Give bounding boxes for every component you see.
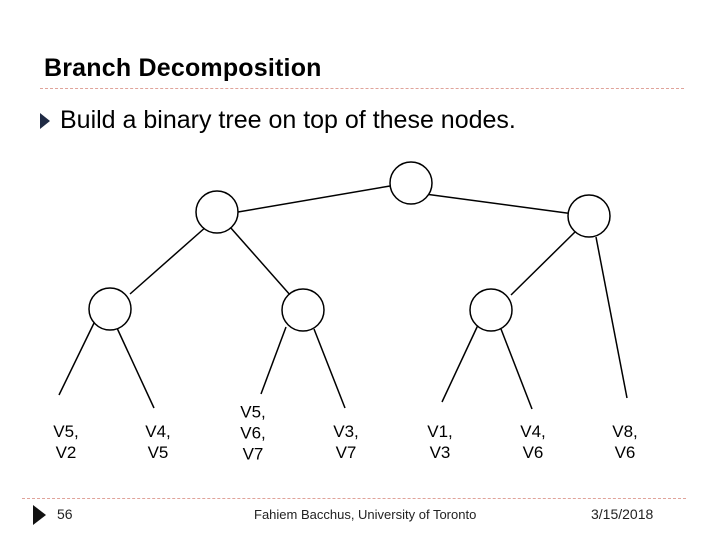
leaf-label: V2 bbox=[55, 442, 77, 462]
leaf-label: V7 bbox=[335, 442, 357, 462]
tree-edge bbox=[238, 186, 390, 212]
page-number: 56 bbox=[57, 506, 73, 522]
tree-edge bbox=[59, 321, 95, 395]
tree-internal-node bbox=[89, 288, 131, 330]
tree-leaf-node bbox=[145, 422, 171, 462]
tree-edge bbox=[314, 329, 345, 408]
leaf-label: V3 bbox=[429, 442, 451, 462]
tree-edge bbox=[511, 230, 577, 295]
tree-leaf-node bbox=[520, 422, 546, 462]
tree-root-node bbox=[390, 162, 432, 204]
tree-internal-nodes bbox=[89, 162, 610, 331]
tree-edge bbox=[442, 325, 478, 402]
tree-leaf-nodes bbox=[53, 402, 638, 463]
leaf-label: V5, bbox=[240, 402, 266, 422]
tree-edge bbox=[410, 192, 574, 214]
leaf-label: V8, bbox=[612, 421, 638, 441]
leaf-label: V5, bbox=[53, 421, 79, 441]
leaf-label: V6 bbox=[614, 442, 636, 462]
tree-leaf-node bbox=[53, 422, 79, 462]
leaf-label: V5 bbox=[147, 442, 169, 462]
tree-edge bbox=[230, 227, 291, 296]
tree-edges bbox=[59, 186, 627, 409]
leaf-label: V3, bbox=[333, 421, 359, 441]
leaf-label: V1, bbox=[427, 421, 453, 441]
footer-divider bbox=[22, 498, 686, 499]
tree-edge bbox=[117, 328, 154, 408]
tree-edge bbox=[130, 226, 207, 294]
leaf-label: V4, bbox=[520, 421, 546, 441]
tree-leaf-node bbox=[612, 422, 638, 462]
leaf-label: V4, bbox=[145, 421, 171, 441]
slide-title: Branch Decomposition bbox=[44, 54, 322, 82]
tree-edge bbox=[596, 237, 627, 398]
tree-leaf-node bbox=[427, 422, 453, 462]
tree-edge bbox=[501, 329, 532, 409]
tree-internal-node bbox=[470, 289, 512, 331]
footer-triangle-icon bbox=[33, 505, 46, 525]
tree-edge bbox=[261, 327, 286, 394]
leaf-label: V6 bbox=[522, 442, 544, 462]
leaf-label: V7 bbox=[242, 444, 264, 464]
tree-leaf-node bbox=[240, 402, 266, 463]
tree-internal-node bbox=[282, 289, 324, 331]
footer-author: Fahiem Bacchus, University of Toronto bbox=[254, 507, 477, 522]
footer-date: 3/15/2018 bbox=[591, 506, 654, 522]
tree-internal-node bbox=[196, 191, 238, 233]
tree-leaf-node bbox=[333, 422, 359, 462]
leaf-label: V6, bbox=[240, 423, 266, 443]
tree-internal-node bbox=[568, 195, 610, 237]
bullet-text: Build a binary tree on top of these nodes. bbox=[60, 106, 516, 134]
